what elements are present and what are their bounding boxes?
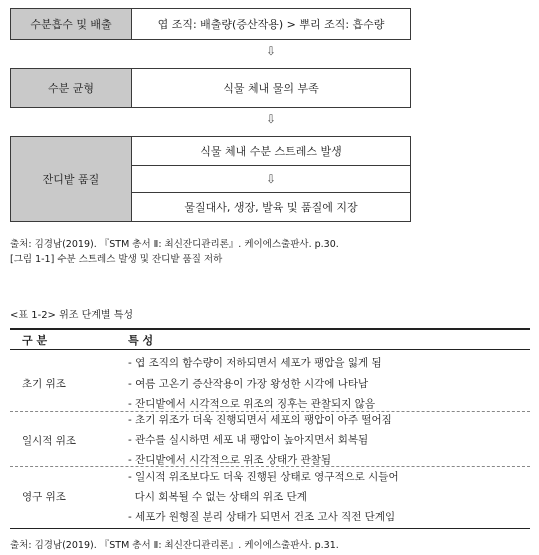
label-water-balance-text: 수분 균형 [47,82,94,95]
table-source: 출처: 김경남(2019). 『STM 총서 Ⅱ: 최신잔디관리론』. 케이에스출판사. p.31. [10,540,339,551]
content-turf-metabolism-text: 물질대사, 생장, 발육 및 품질에 지장 [184,201,358,214]
table-row-item: - 엽 조직의 함수량이 저하되면서 세포가 팽압을 잃게 됨 [128,357,382,369]
table-top-rule [10,328,530,330]
table-row-category: 영구 위조 [22,491,66,503]
content-water-balance [131,68,411,108]
table-header-rule [10,349,530,350]
table-row-item: - 초기 위조가 더욱 진행되면서 세포의 팽압이 아주 떨어짐 [128,414,392,426]
table-row-item: - 여름 고온기 증산작용이 가장 왕성한 시각에 나타남 [128,378,369,390]
table-row-item: - 세포가 원형질 분리 상태가 되면서 건조 고사 직전 단계임 [128,511,396,523]
content-turf-arrow-row [132,166,410,193]
down-arrow-icon: ⇩ [265,172,277,186]
table-bottom-rule [10,528,530,529]
table-row-item: 다시 회복될 수 없는 상태의 위조 단계 [128,491,307,503]
label-turf-quality [10,136,132,222]
figure-source: 출처: 김경남(2019). 『STM 총서 Ⅱ: 최신잔디관리론』. 케이에스출판사. p.30. [10,239,339,250]
label-water-absorption-text: 수분흡수 및 배출 [30,18,112,31]
table-row-divider [10,466,530,467]
table-caption: <표 1-2> 위조 단계별 특성 [10,310,134,321]
label-water-balance [10,68,132,108]
content-water-balance-text: 식물 체내 물의 부족 [223,82,319,95]
table-row-category: 일시적 위조 [22,435,77,447]
label-turf-quality-text: 잔디밭 품질 [42,173,100,186]
table-header-characteristics: 특 성 [128,334,154,347]
content-water-absorption-text: 엽 조직: 배출량(증산작용) > 뿌리 조직: 흡수량 [157,18,385,31]
content-turf-stress [132,137,410,166]
table-row-item: - 잔디밭에서 시각적으로 위조 상태가 관찰됨 [128,454,332,466]
table-row-item: - 일시적 위조보다도 더욱 진행된 상태로 영구적으로 시들어 [128,471,399,483]
table-row-item: - 잔디밭에서 시각적으로 위조의 징후는 관찰되지 않음 [128,398,375,410]
table-row-item: - 관수를 실시하면 세포 내 팽압이 높아지면서 회복됨 [128,434,369,446]
figure-caption: [그림 1-1] 수분 스트레스 발생 및 잔디밭 품질 저하 [10,254,223,265]
label-water-absorption [10,8,132,40]
down-arrow-icon: ⇩ [265,112,277,126]
down-arrow-icon: ⇩ [265,44,277,58]
content-turf-metabolism [132,193,410,221]
content-turf-quality [131,136,411,222]
table-row-category: 초기 위조 [22,378,66,390]
content-water-absorption [131,8,411,40]
content-turf-stress-text: 식물 체내 수분 스트레스 발생 [200,145,342,158]
table-header-category: 구 분 [22,334,48,347]
